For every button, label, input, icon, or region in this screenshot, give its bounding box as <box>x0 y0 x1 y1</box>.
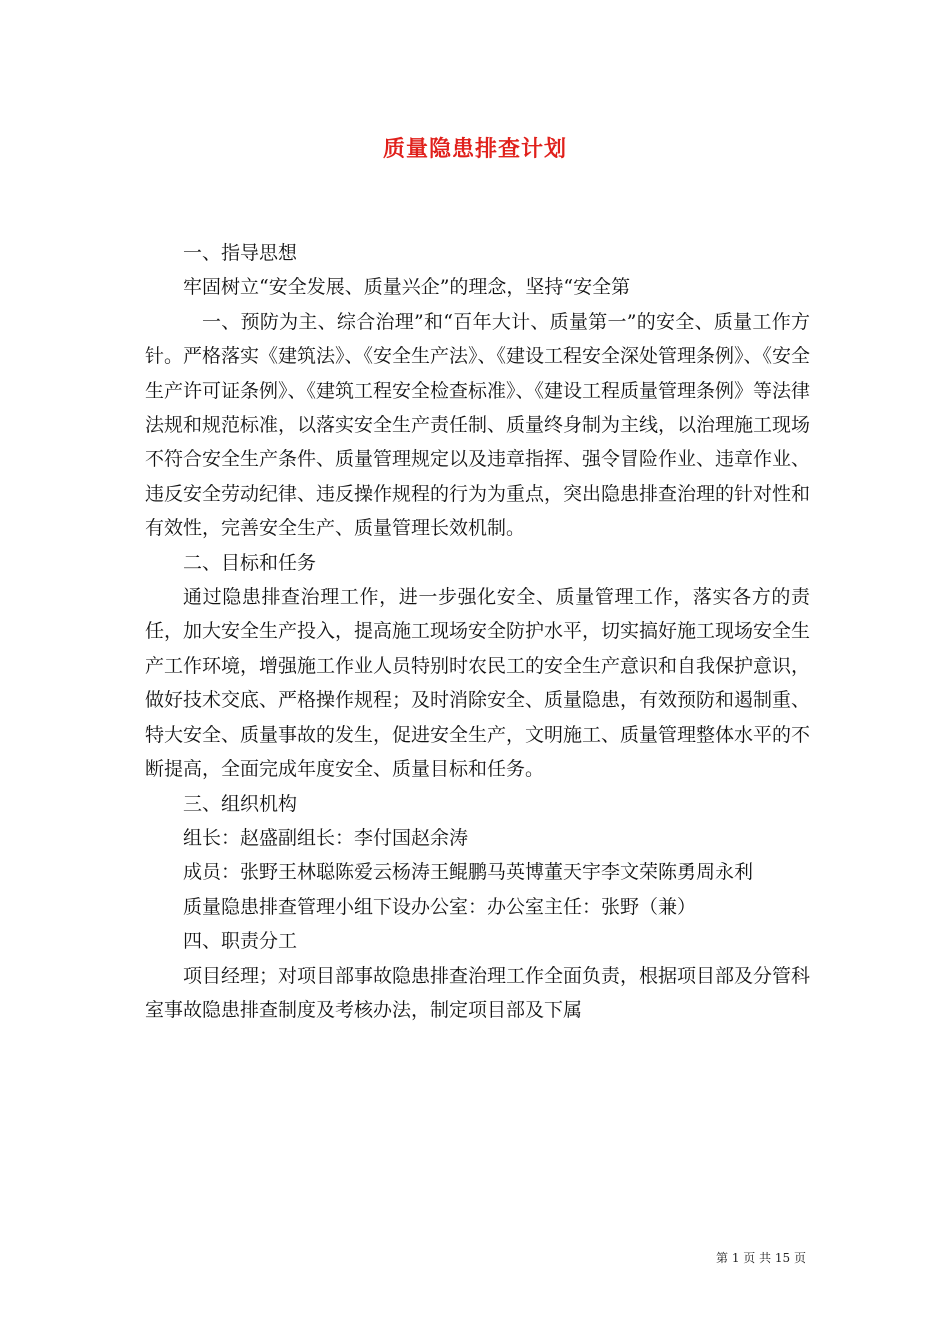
paragraph-project-manager: 项目经理；对项目部事故隐患排查治理工作全面负责，根据项目部及分管科室事故隐患排查制度及考核办法，制定项目部及下属 <box>145 964 811 1021</box>
heading-responsibilities: 四、职责分工 <box>183 930 298 953</box>
heading-goals-tasks: 二、目标和任务 <box>183 551 317 574</box>
heading-guiding-ideology: 一、指导思想 <box>183 242 298 264</box>
page-number: 第 1 页 共 15 页 <box>716 1251 806 1265</box>
paragraph-leaders: 组长：赵盛副组长：李付国赵余涛 <box>183 826 469 849</box>
paragraph-ideology-line1: 牢固树立“安全发展、质量兴企”的理念，坚持“安全第 <box>183 276 631 299</box>
paragraph-office: 质量隐患排查管理小组下设办公室：办公室主任：张野（兼） <box>183 895 697 918</box>
paragraph-goals-body: 通过隐患排查治理工作，进一步强化安全、质量管理工作，落实各方的责任，加大安全生产投入，提高施工现场安全防护水平，切实搞好施工现场安全生产工作环境，增强施工作业人员特别时农民工的安全生产意识和自我保护意识，做好技术交底、严格操作规程；及时消除安全、质量隐患，有效预防和遏制重、特大安全、质量事故的发生，促进安全生产，文明施工、质量管理整体水平的不断提高，全面完成年度安全、质量目标和任务。 <box>145 586 811 781</box>
heading-organization: 三、组织机构 <box>183 792 298 815</box>
document-title: 质量隐患排查计划 <box>382 136 567 162</box>
document-body <box>145 236 810 1027</box>
paragraph-members: 成员：张野王林聪陈爱云杨涛王鲲鹏马英博董天宇李文荣陈勇周永利 <box>183 861 754 884</box>
paragraph-ideology-body: 一、预防为主、综合治理”和“百年大计、质量第一”的安全、质量工作方针。严格落实《建筑法》、《安全生产法》、《建设工程安全深处管理条例》、《安全生产许可证条例》、《建筑工程安全检查标准》、《建设工程质量管理条例》等法律法规和规范标准，以落实安全生产责任制、质量终身制为主线，以治理施工现场不符合安全生产条件、质量管理规定以及违章指挥、强令冒险作业、违章作业、违反安全劳动纪律、违反操作规程的行为为重点，突出隐患排查治理的针对性和有效性，完善安全生产、质量管理长效机制。 <box>145 310 811 540</box>
